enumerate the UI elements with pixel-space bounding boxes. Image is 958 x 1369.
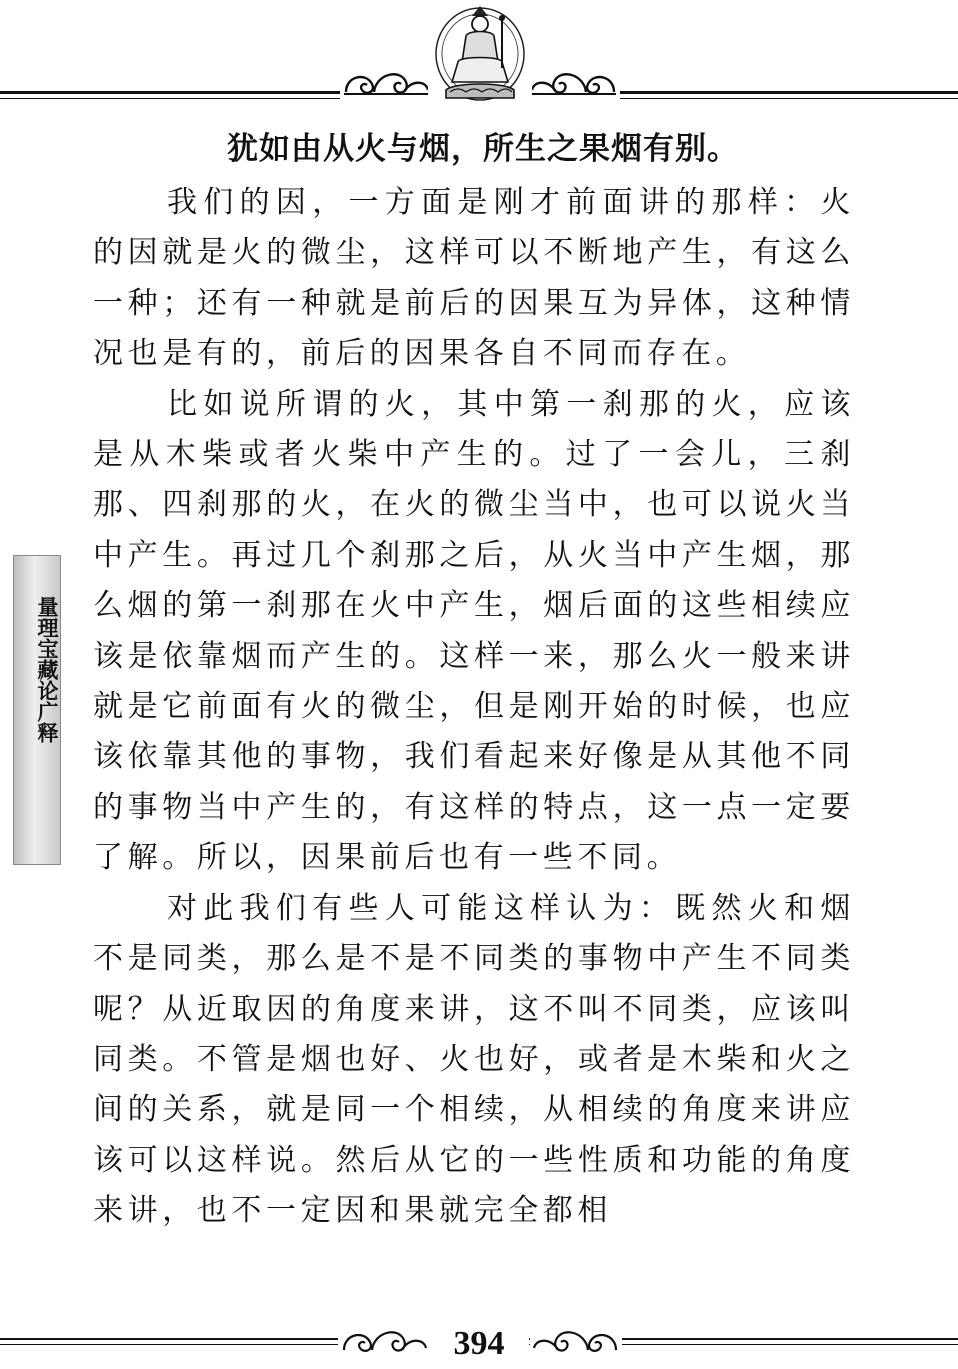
cloud-scroll-icon — [340, 62, 432, 102]
paragraph: 对此我们有些人可能这样认为：既然火和烟不是同类，那么是不是不同类的事物中产生不同类呢？从近取因的角度来讲，这不叫不同类，应该叫同类。不管是烟也好、火也好，或者是木柴和火之间的关系，就是同一个相续，从相续的角度来讲应该可以这样说。然后从它的一些性质和功能的角度来讲，也不一定因和果就完全都相 — [93, 890, 855, 1229]
cloud-scroll-icon — [338, 1322, 430, 1358]
guru-rinpoche-figure-icon — [428, 2, 532, 106]
verse-heading: 犹如由从火与烟，所生之果烟有别。 — [227, 131, 739, 167]
book-title: 量理宝藏论广释 — [35, 596, 59, 743]
page-number: 394 — [429, 1322, 529, 1366]
cloud-scroll-icon — [528, 62, 620, 102]
paragraph: 我们的因，一方面是刚才前面讲的那样：火的因就是火的微尘，这样可以不断地产生，有这么一种；还有一种就是前后的因果互为异体，这种情况也是有的，前后的因果各自不同而存在。 — [93, 185, 855, 372]
cloud-scroll-icon — [530, 1322, 622, 1358]
paragraph: 比如说所谓的火，其中第一刹那的火，应该是从木柴或者火柴中产生的。过了一会儿，三刹那、四刹那的火，在火的微尘当中，也可以说火当中产生。再过几个刹那之后，从火当中产生烟，那么烟的第一刹那在火中产生，烟后面的这些相续应该是依靠烟而产生的。这样一来，那么火一般来讲就是它前面有火的微尘，但是刚开始的时候，也应该依靠其他的事物，我们看起来好像是从其他不同的事物当中产生的，有这样的特点，这一点一定要了解。所以，因果前后也有一些不同。 — [93, 386, 855, 876]
page-header — [0, 0, 958, 110]
page-body — [93, 120, 855, 1237]
book-title-tab — [13, 555, 61, 865]
